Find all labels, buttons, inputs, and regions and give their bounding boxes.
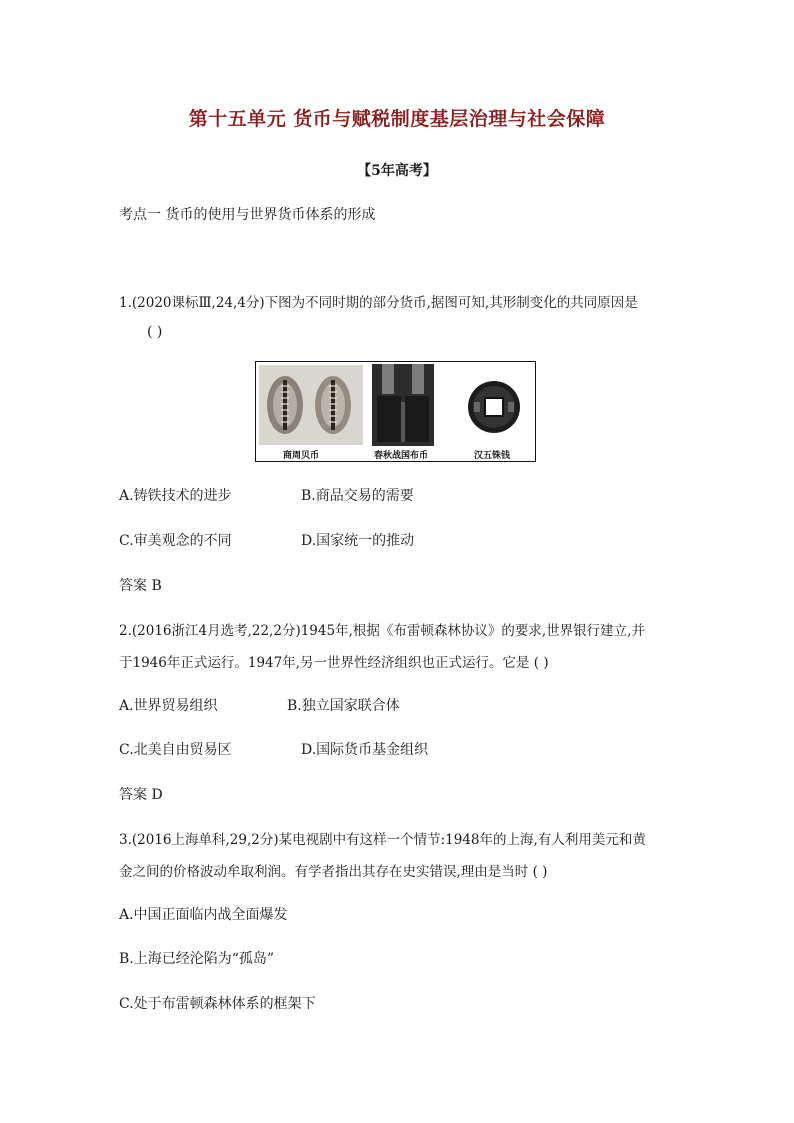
currency-figure (255, 361, 536, 462)
spade-coin-icon (372, 364, 434, 446)
caption-spade-money: 春秋战国布币 (374, 451, 429, 461)
question-2-option-b: B.独立国家联合体 (287, 698, 400, 714)
wuzhu-coin-icon (468, 381, 520, 433)
question-3-option-a: A.中国正面临内战全面爆发 (119, 907, 288, 923)
section-subtitle: 【5年高考】 (357, 163, 437, 179)
question-1-answer: 答案 B (119, 578, 162, 594)
question-1-option-c: C.审美观念的不同 (119, 533, 232, 549)
section-heading: 考点一 货币的使用与世界货币体系的形成 (119, 207, 376, 223)
question-1-stem-line1: 1.(2020课标Ⅲ,24,4分)下图为不同时期的部分货币,据图可知,其形制变化的共同原因是 (119, 295, 638, 311)
question-1-option-d: D.国家统一的推动 (301, 533, 415, 549)
question-2-stem-line1: 2.(2016浙江4月选考,22,2分)1945年,根据《布雷顿森林协议》的要求,世界银行建立,并 (119, 623, 645, 639)
question-3-option-c: C.处于布雷顿森林体系的框架下 (119, 996, 316, 1012)
question-3-option-b: B.上海已经沦陷为“孤岛” (119, 951, 275, 967)
caption-wuzhu-coin: 汉五铢钱 (474, 451, 511, 461)
shell-coin-icon (267, 376, 303, 434)
question-2-option-c: C.北美自由贸易区 (119, 742, 232, 758)
question-3-stem-line2: 金之间的价格波动牟取利润。有学者指出其存在史实错误,理由是当时 ( ) (119, 864, 548, 880)
caption-shell-money: 商周贝币 (283, 451, 320, 461)
currency-illustration (256, 362, 534, 460)
question-1-option-a: A.铸铁技术的进步 (119, 488, 232, 504)
page-title: 第十五单元 货币与赋税制度基层治理与社会保障 (188, 108, 606, 130)
question-2-stem-line2: 于1946年正式运行。1947年,另一世界性经济组织也正式运行。它是 ( ) (119, 655, 549, 671)
question-2-option-a: A.世界贸易组织 (119, 698, 218, 714)
question-1-option-b: B.商品交易的需要 (301, 488, 414, 504)
question-1-stem-line2: ( ) (147, 324, 163, 340)
question-3-stem-line1: 3.(2016上海单科,29,2分)某电视剧中有这样一个情节:1948年的上海,有人利用美元和黄 (119, 832, 646, 848)
shell-coin-icon (315, 376, 351, 434)
question-2-answer: 答案 D (119, 787, 163, 803)
question-2-option-d: D.国际货币基金组织 (301, 742, 429, 758)
